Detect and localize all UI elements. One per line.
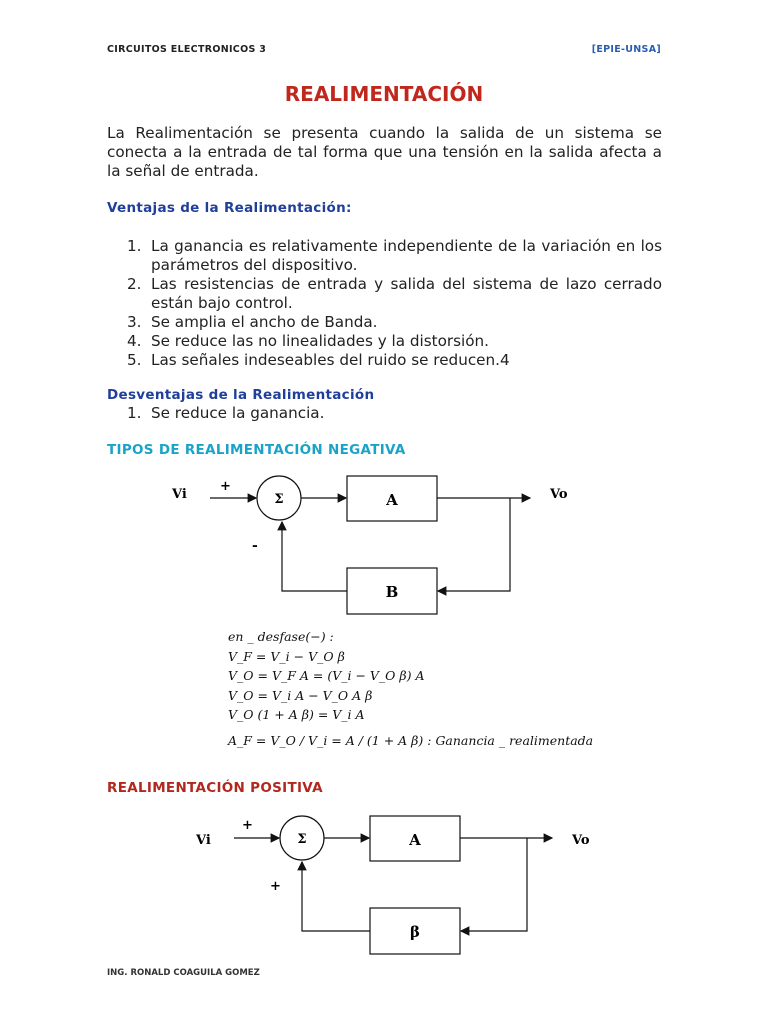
list-item: 3. Se amplia el ancho de Banda. xyxy=(127,313,378,331)
header-institution: [EPIE-UNSA] xyxy=(591,44,661,55)
feedback-line-right xyxy=(461,838,527,931)
diagram-sign-bottom: - xyxy=(252,538,258,554)
intro-paragraph: La Realimentación se presenta cuando la salida de un sistema se conecta a la entrada de tal forma que una tensión en la salida afecta a la señal de entrada. xyxy=(107,124,662,180)
equation-line: A_F = V_O / V_i = A / (1 + A β) : Ganancia _ realimentada xyxy=(228,732,594,748)
equation-line: V_O = V_F A = (V_i − V_O β) A xyxy=(228,668,425,683)
positive-feedback-diagram xyxy=(0,805,768,965)
diagram-sign-bottom: + xyxy=(270,879,281,894)
sum-symbol: Σ xyxy=(297,832,307,847)
forward-block-label: A xyxy=(409,831,421,849)
sum-symbol: Σ xyxy=(274,492,284,507)
diagram-output-label: Vo xyxy=(572,833,590,848)
equation-line: en _ desfase(−) : xyxy=(228,629,334,644)
desventajas-list xyxy=(127,404,662,423)
ventajas-heading: Ventajas de la Realimentación: xyxy=(107,200,352,216)
equation-line: V_O = V_i A − V_O A β xyxy=(228,687,373,703)
list-item: 1. Se reduce la ganancia. xyxy=(127,404,325,422)
list-item: 4. Se reduce las no linealidades y la distorsión. xyxy=(127,332,490,350)
header-course: CIRCUITOS ELECTRONICOS 3 xyxy=(107,44,267,55)
ventajas-list xyxy=(127,237,662,370)
feedback-line-right xyxy=(438,498,510,591)
equation-line: V_O (1 + A β) = V_i A xyxy=(228,707,365,722)
diagram-sign-top: + xyxy=(220,479,231,494)
equation-line: V_F = V_i − V_O β xyxy=(228,648,345,664)
feedback-block-label: B xyxy=(385,583,399,601)
feedback-line-left xyxy=(302,862,370,931)
diagram-sign-top: + xyxy=(242,818,253,833)
footer-author: ING. RONALD COAGUILA GOMEZ xyxy=(107,968,260,978)
equations-block xyxy=(228,627,593,750)
forward-block-label: A xyxy=(386,491,398,509)
feedback-line-left xyxy=(282,522,347,591)
diagram-input-label: Vi xyxy=(196,833,211,848)
list-item: 5. Las señales indeseables del ruido se reducen.4 xyxy=(127,351,510,369)
page-title: REALIMENTACIÓN xyxy=(284,82,484,106)
diagram-output-label: Vo xyxy=(550,487,568,502)
desventajas-heading: Desventajas de la Realimentación xyxy=(107,387,375,403)
diagram-input-label: Vi xyxy=(172,487,187,502)
list-item: 1. La ganancia es relativamente independiente de la variación en los parámetros del dispositivo. xyxy=(127,237,662,274)
negative-feedback-diagram xyxy=(0,460,768,630)
negativa-heading: TIPOS DE REALIMENTACIÓN NEGATIVA xyxy=(107,442,406,458)
positiva-heading: REALIMENTACIÓN POSITIVA xyxy=(107,780,323,796)
feedback-block-label: β xyxy=(410,923,420,941)
list-item: 2. Las resistencias de entrada y salida del sistema de lazo cerrado están bajo control. xyxy=(127,275,662,312)
